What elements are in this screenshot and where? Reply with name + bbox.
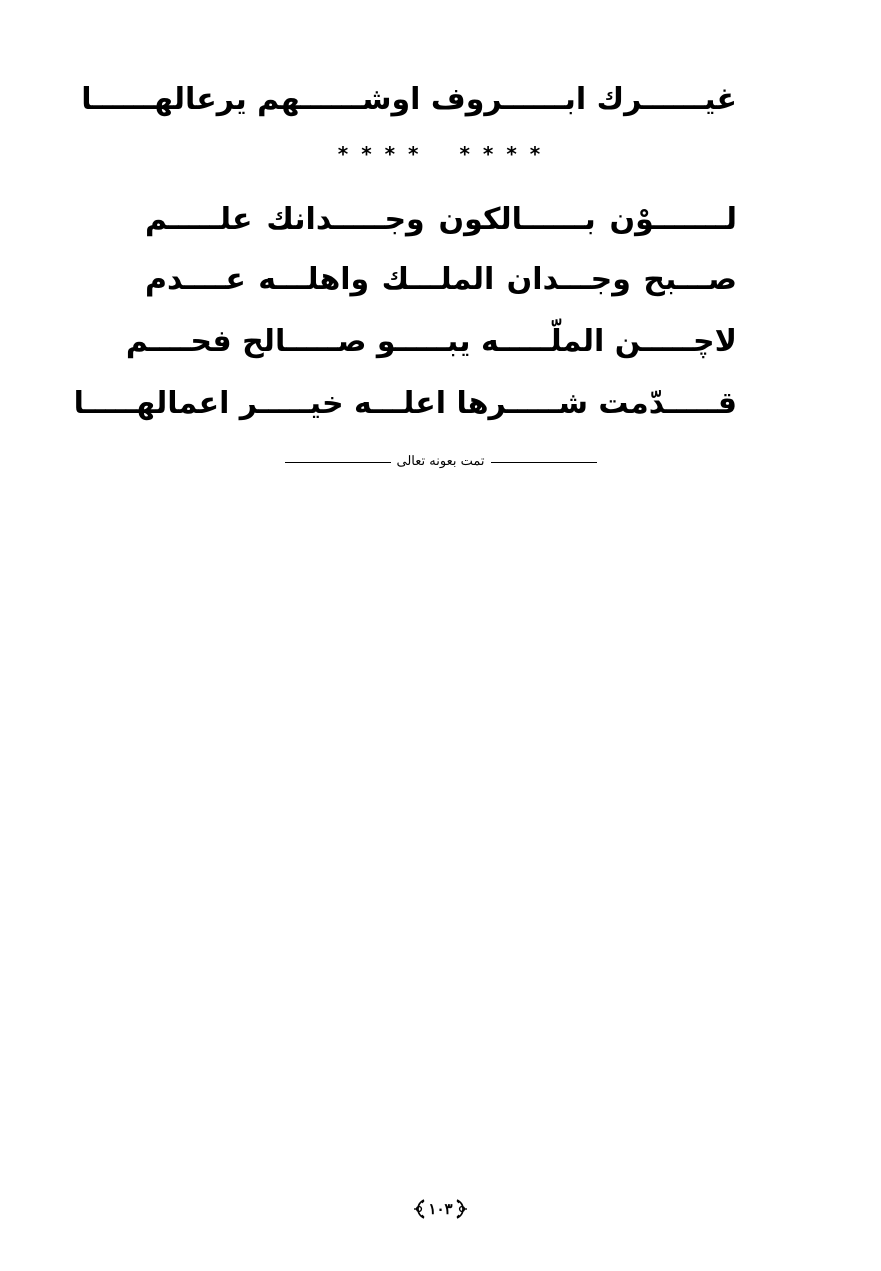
verse-line-5: قـــــدّمت شـــــرها اعلـــه خيـــــر اعمالهـــــا	[73, 386, 737, 421]
ornament-left-icon	[412, 1198, 426, 1220]
star-group-left: * * * *	[337, 142, 422, 166]
verse-line-3: صـــبح وجـــدان الملـــك واهلـــه عــــدم	[145, 262, 737, 297]
star-separator	[0, 140, 881, 168]
verse-line-2: لـــــــوْن بــــــالكون وجـــــدانك علـــــم	[145, 202, 737, 237]
colophon-text: تمت بعونه تعالى	[396, 454, 485, 469]
verse-line-1: غيــــــرك ابــــــروف اوشــــــهم يرعالهــــــا	[81, 82, 737, 117]
colophon-rule-right	[491, 462, 597, 463]
ornament-right-icon	[455, 1198, 469, 1220]
colophon	[0, 452, 881, 472]
page-number: ١٠٣	[428, 1200, 453, 1218]
colophon-rule-left	[285, 462, 391, 463]
page-number-footer	[0, 1198, 881, 1220]
verse-line-4: لاچـــــن الملّـــــه يبـــــو صـــــالح فحــــم	[125, 324, 737, 359]
star-group-right: * * * *	[459, 142, 544, 166]
